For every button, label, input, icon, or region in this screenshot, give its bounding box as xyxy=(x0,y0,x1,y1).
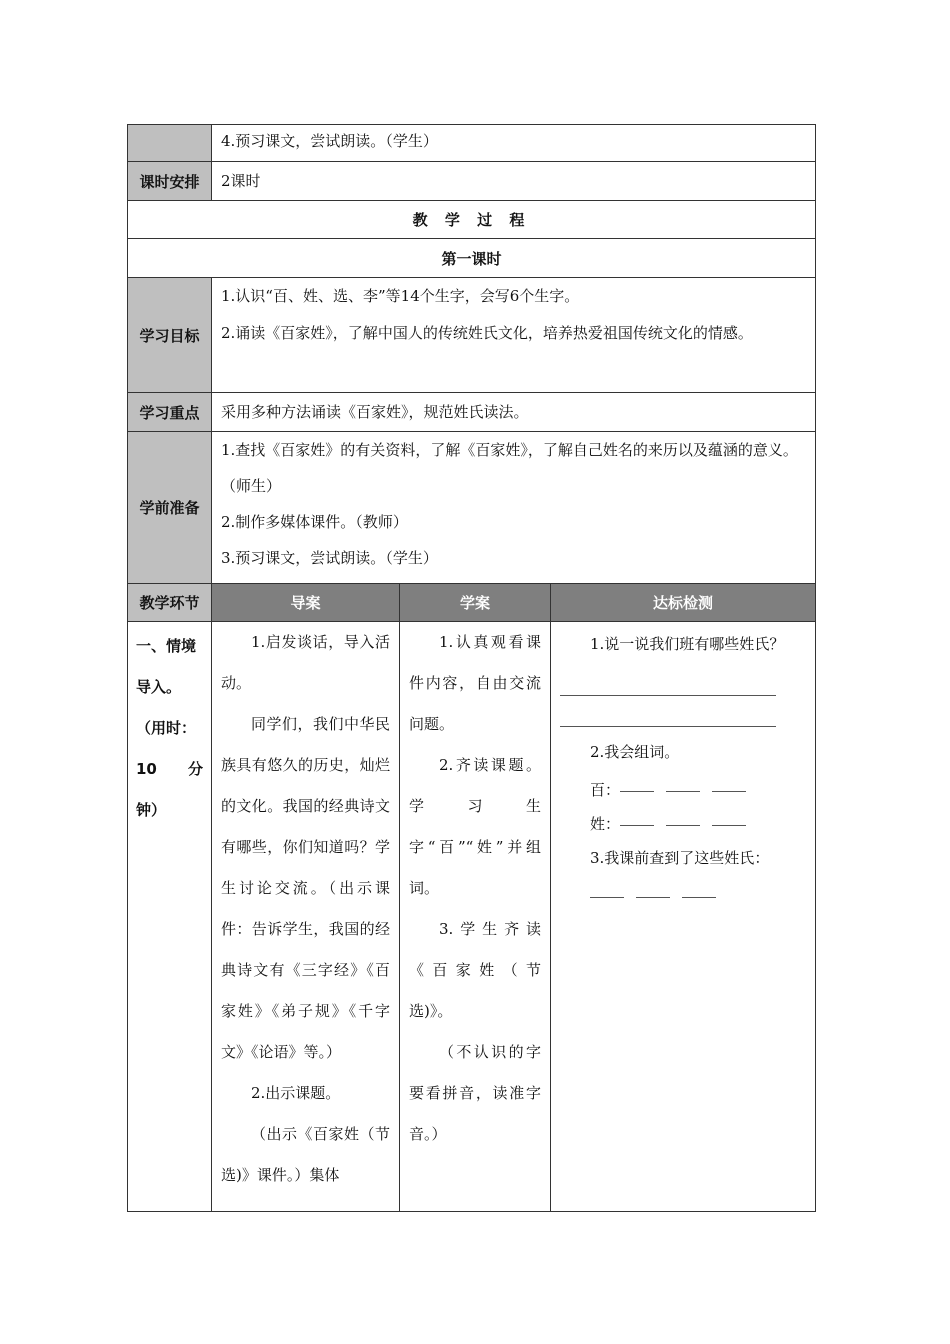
stage-time-unit: 分 xyxy=(187,760,203,778)
stage-cell xyxy=(128,622,212,1212)
check-q3: 3.我课前查到了这些姓氏： xyxy=(590,849,770,867)
prep-item-4: 4.预习课文，尝试朗读。（学生） xyxy=(212,125,816,162)
prep-item: 3.预习课文，尝试朗读。（学生） xyxy=(221,549,438,567)
answer-blank[interactable] xyxy=(712,824,746,826)
answer-blank[interactable] xyxy=(682,896,716,898)
bai-label: 百： xyxy=(590,781,621,799)
schedule-value: 2课时 xyxy=(212,162,816,201)
check-q1: 1.说一说我们班有哪些姓氏？ xyxy=(590,635,785,653)
answer-blank[interactable] xyxy=(590,896,624,898)
study-para: 3.学生齐读《百家姓（节选)》。 xyxy=(409,920,541,1020)
study-para: （不认识的字要看拼音，读准字音。） xyxy=(409,1043,541,1143)
guide-para: 同学们，我们中华民族具有悠久的历史，灿烂的文化。我国的经典诗文有哪些，你们知道吗？学生讨论交流。（出示课件：告诉学生，我国的经典诗文有《三字经》《百家姓》《弟子规》《千字文》《论语》等。） xyxy=(221,715,390,1061)
prep-label-continued xyxy=(128,125,212,162)
stage-time-line3: 钟） xyxy=(136,801,167,819)
guide-cell xyxy=(212,622,400,1212)
focus-value: 采用多种方法诵读《百家姓》，规范姓氏读法。 xyxy=(212,393,816,432)
header-stage: 教学环节 xyxy=(128,584,212,622)
goal-item: 1.认识“百、姓、选、李”等14个生字，会写6个生字。 xyxy=(221,287,580,305)
answer-blank[interactable] xyxy=(712,790,746,792)
lesson-plan-table xyxy=(127,124,815,1212)
focus-label: 学习重点 xyxy=(128,393,212,432)
prep-content xyxy=(212,432,816,584)
stage-time-line2 xyxy=(136,749,203,790)
header-guide: 导案 xyxy=(212,584,400,622)
goal-item: 2.诵读《百家姓》，了解中国人的传统姓氏文化，培养热爱祖国传统文化的情感。 xyxy=(221,324,753,342)
check-cell xyxy=(551,622,816,1212)
answer-blank[interactable] xyxy=(636,896,670,898)
header-study: 学案 xyxy=(400,584,551,622)
check-xing xyxy=(560,809,806,839)
check-q3-blanks xyxy=(560,877,806,915)
stage-time-num: 10 xyxy=(136,760,157,778)
stage-name-line1: 一、情境 xyxy=(136,637,197,655)
process-title: 教 学 过 程 xyxy=(128,201,816,239)
lesson-title: 第一课时 xyxy=(128,239,816,278)
check-q2: 2.我会组词。 xyxy=(590,743,680,761)
answer-blank[interactable] xyxy=(620,824,654,826)
study-cell xyxy=(400,622,551,1212)
study-para: 2.齐读课题。学习生字“百”“姓”并组词。 xyxy=(409,756,541,897)
header-check: 达标检测 xyxy=(551,584,816,622)
goals-label: 学习目标 xyxy=(128,278,212,393)
prep-label: 学前准备 xyxy=(128,432,212,584)
guide-para: 2.出示课题。 xyxy=(251,1084,341,1102)
answer-blank[interactable] xyxy=(666,824,700,826)
prep-item: 2.制作多媒体课件。（教师） xyxy=(221,513,408,531)
answer-line[interactable] xyxy=(560,665,776,696)
check-bai xyxy=(560,771,806,809)
prep-item: 1.查找《百家姓》的有关资料，了解《百家姓》，了解自己姓名的来历以及蕴涵的意义。（师生） xyxy=(221,441,798,495)
schedule-label: 课时安排 xyxy=(128,162,212,201)
answer-blank[interactable] xyxy=(620,790,654,792)
stage-name-line2: 导入。 xyxy=(136,678,182,696)
xing-label: 姓： xyxy=(590,815,621,833)
answer-blank[interactable] xyxy=(666,790,700,792)
study-para: 1.认真观看课件内容，自由交流问题。 xyxy=(409,633,541,733)
answer-line[interactable] xyxy=(560,696,776,727)
guide-para: （出示《百家姓（节选)》课件。）集体 xyxy=(221,1125,390,1184)
stage-time-line1: （用时： xyxy=(136,719,197,737)
guide-para: 1.启发谈话，导入活动。 xyxy=(221,633,390,692)
goals-content xyxy=(212,278,816,393)
